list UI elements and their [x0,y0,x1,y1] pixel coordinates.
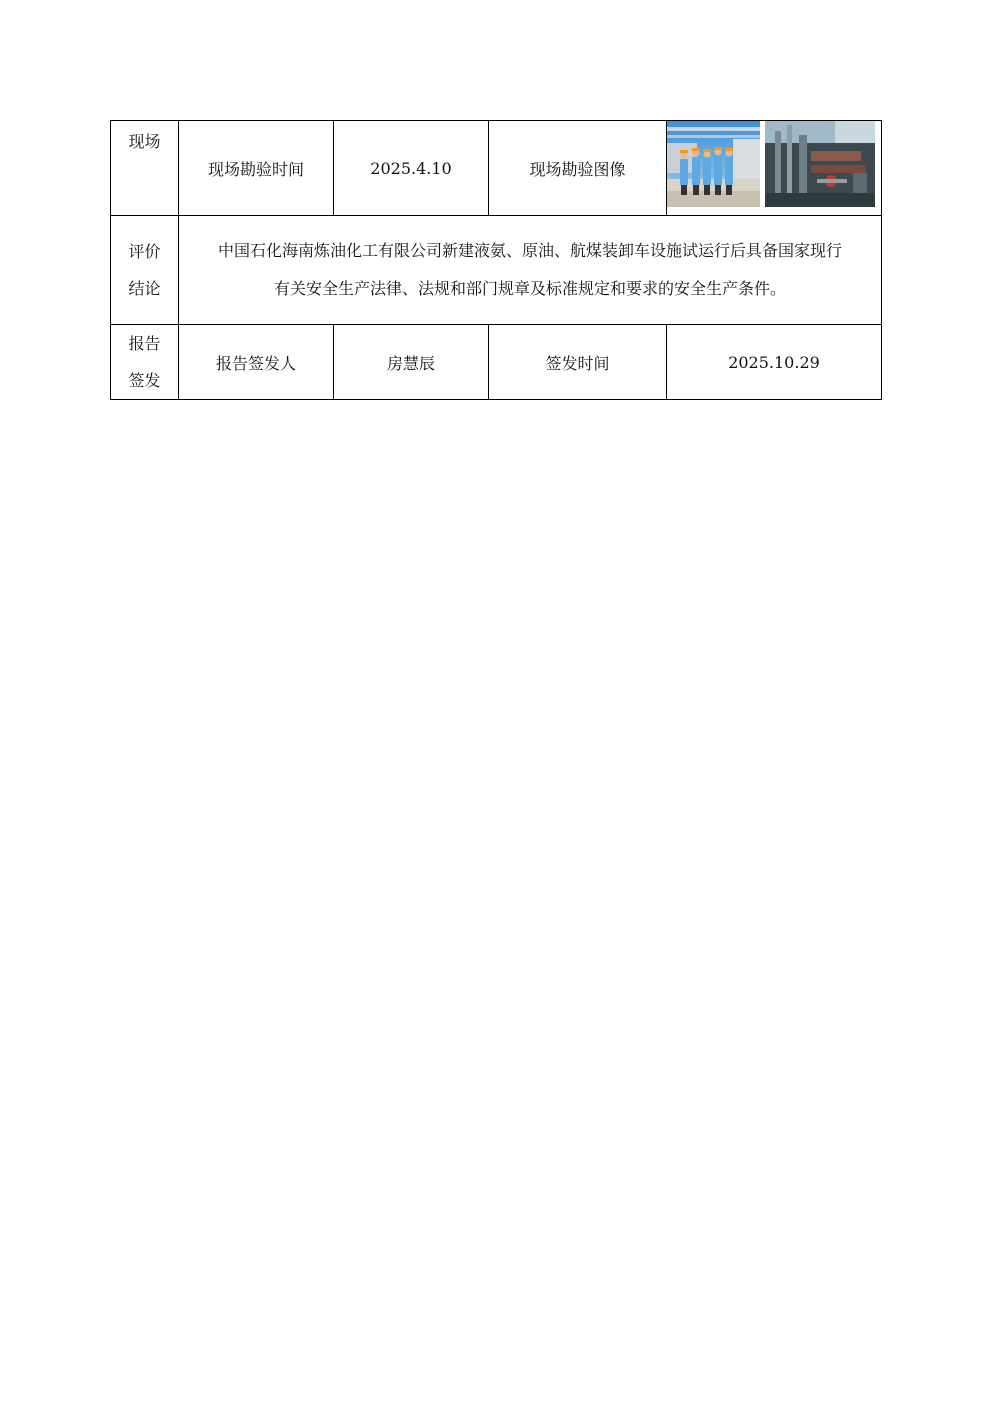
conclusion-label-line2: 结论 [128,279,161,298]
signoff-label-line2: 签发 [128,371,161,390]
signoff-label-line1: 报告 [128,334,161,353]
conclusion-text-line2: 有关安全生产法律、法规和部门规章及标准规定和要求的安全生产条件。 [273,279,786,298]
survey-images-cell [667,121,882,216]
signoff-section-label [111,325,179,400]
issue-time-label: 签发时间 [489,325,667,400]
survey-image-label: 现场勘验图像 [489,121,667,216]
issue-time-value: 2025.10.29 [667,325,882,400]
conclusion-label-line1: 评价 [128,242,161,261]
conclusion-text-line1: 中国石化海南炼油化工有限公司新建液氨、原油、航煤装卸车设施试运行后具备国家现行 [217,241,842,260]
site-photo-people [667,121,760,207]
report-info-table [110,120,882,400]
conclusion-text [179,216,882,325]
site-survey-row [111,121,882,216]
survey-time-label: 现场勘验时间 [179,121,334,216]
issuer-label: 报告签发人 [179,325,334,400]
site-photo-equipment [765,121,875,207]
site-section-label-text: 现场 [128,132,161,151]
site-section-label [111,121,179,216]
issuer-value: 房慧辰 [334,325,489,400]
conclusion-row [111,216,882,325]
conclusion-section-label [111,216,179,325]
signoff-row [111,325,882,400]
survey-time-value: 2025.4.10 [334,121,489,216]
